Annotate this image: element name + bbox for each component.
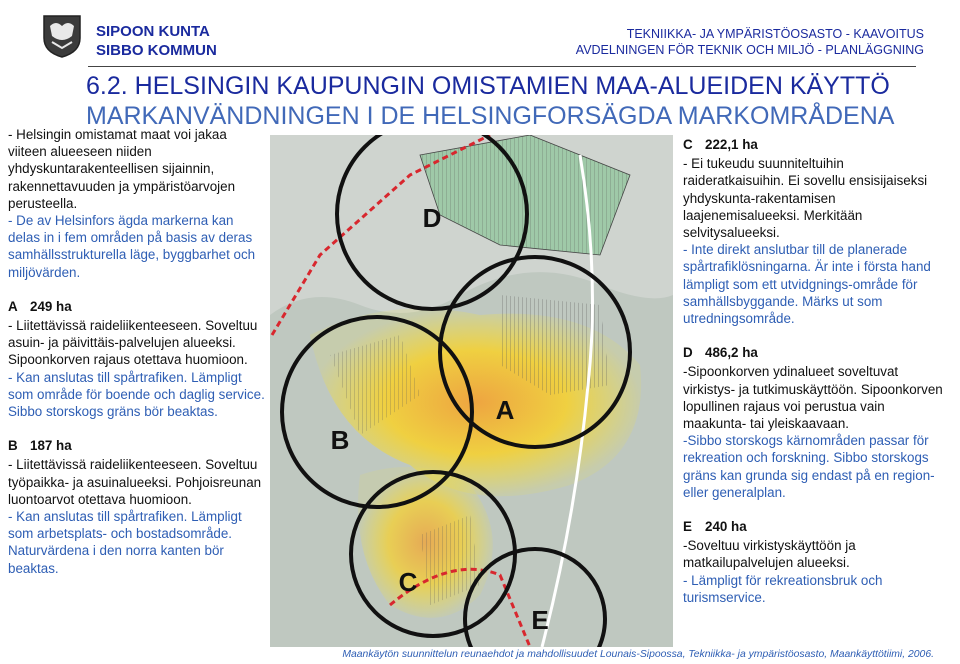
map-label-e: E [531,605,549,635]
area-a-fi: - Liitettävissä raideliikenteeseen. Soveltuu asuin- ja päivittäis-palvelujen alueeksi. Sipoonkorven rajaus otettava huomioon. [8,318,258,368]
intro-block [8,126,266,281]
area-c-fi: - Ei tukeudu suunniteltuihin raideratkaisuihin. Ei sovellu ensisijaiseksi yhdyskunta-rakentamisen laajenemisalueeksi. Merkitään selvitysalueeksi. [683,156,928,241]
org-line-sv: SIBBO KOMMUN [96,42,217,59]
area-map [270,135,673,647]
org-line-fi: SIPOON KUNTA [96,23,210,40]
organization-name [96,22,217,60]
left-column [8,126,266,594]
area-d-size: 486,2 ha [705,345,758,361]
area-e-size: 240 ha [705,519,747,535]
area-e-block [683,518,945,606]
area-c-sv: - Inte direkt anslutbar till de planerade spårtrafiklösningarna. Är inte i första hand lämpligt som ett utvidgnings-område för samhällsbyggande. Märks ut som utredningsområde. [683,242,931,327]
area-d-block [683,344,945,501]
area-d-fi: -Sipoonkorven ydinalueet soveltuvat virkistys- ja tutkimuskäyttöön. Sipoonkorven lopullinen rajaus voi perustua vain maakunta- tai yleiskaavaan. [683,364,943,432]
area-e-sv: - Lämpligt för rekreationsbruk och turismservice. [683,572,883,605]
intro-sv: - De av Helsinfors ägda markerna kan delas in i fem områden på basis av deras samhällsstrukturella läge, byggbarhet och miljövärden. [8,213,256,280]
map-label-c: C [398,567,418,597]
map-label-b: B [330,425,350,455]
area-b-fi: - Liitettävissä raideliikenteeseen. Soveltuu työpaikka- ja asuinalueeksi. Pohjoisreunan luontoarvot otettava huomioon. [8,457,262,507]
area-b-block [8,437,266,577]
area-c-heading [683,136,945,153]
area-a-letter: A [8,298,18,314]
area-b-size: 187 ha [30,438,72,454]
dept-line-sv: AVDELNINGEN FÖR TEKNIK OCH MILJÖ - PLANLÄGGNING [575,43,924,57]
area-a-heading [8,298,266,315]
page-title-sv: MARKANVÄNDNINGEN I DE HELSINGFORSÄGDA MARKOMRÅDENA [86,102,895,130]
area-a-sv: - Kan anslutas till spårtrafiken. Lämpligt som område för boende och daglig service. Sibbo storskogs gräns bör beaktas. [8,369,265,420]
page-title-fi: 6.2. HELSINGIN KAUPUNGIN OMISTAMIEN MAA-ALUEIDEN KÄYTTÖ [86,72,890,100]
area-e-heading [683,518,945,535]
area-e-fi: -Soveltuu virkistyskäyttöön ja matkailupalvelujen alueeksi. [683,538,856,571]
area-c-size: 222,1 ha [705,137,758,152]
area-a-size: 249 ha [30,298,72,314]
area-c-block [683,136,945,327]
area-e-letter: E [683,519,692,535]
area-b-heading [8,437,266,454]
area-b-sv: - Kan anslutas till spårtrafiken. Lämpligt som arbetsplats- och bostadsområde. Naturvärdena i den norra kanten bör beaktas. [8,509,242,576]
map-label-a: A [495,395,515,425]
dept-line-fi: TEKNIIKKA- JA YMPÄRISTÖOSASTO - KAAVOITUS [626,27,924,41]
intro-fi: - Helsingin omistamat maat voi jakaa viiteen alueeseen niiden yhdyskuntarakenteellisen sijainnin, rakennettavuuden ja ympäristöarvojen perusteella. [8,127,236,211]
header-divider [88,66,916,67]
area-d-letter: D [683,345,693,361]
coat-of-arms-icon [42,14,82,58]
footer-source: Maankäytön suunnittelun reunaehdot ja mahdollisuudet Lounais-Sipoossa, Tekniikka- ja ympäristöosasto, Maankäyttötiimi, 2006. [342,649,934,660]
right-column [683,136,945,623]
header [0,0,960,62]
map-label-d: D [422,203,442,233]
department-name [576,26,924,58]
area-c-letter: C [683,137,693,152]
area-a-block [8,298,266,420]
area-d-heading [683,344,945,361]
area-b-letter: B [8,438,18,454]
area-d-sv: -Sibbo storskogs kärnområden passar för rekreation och forskning. Sibbo storskogs gräns kan grunda sig endast på en region- eller generalplan. [683,433,935,500]
